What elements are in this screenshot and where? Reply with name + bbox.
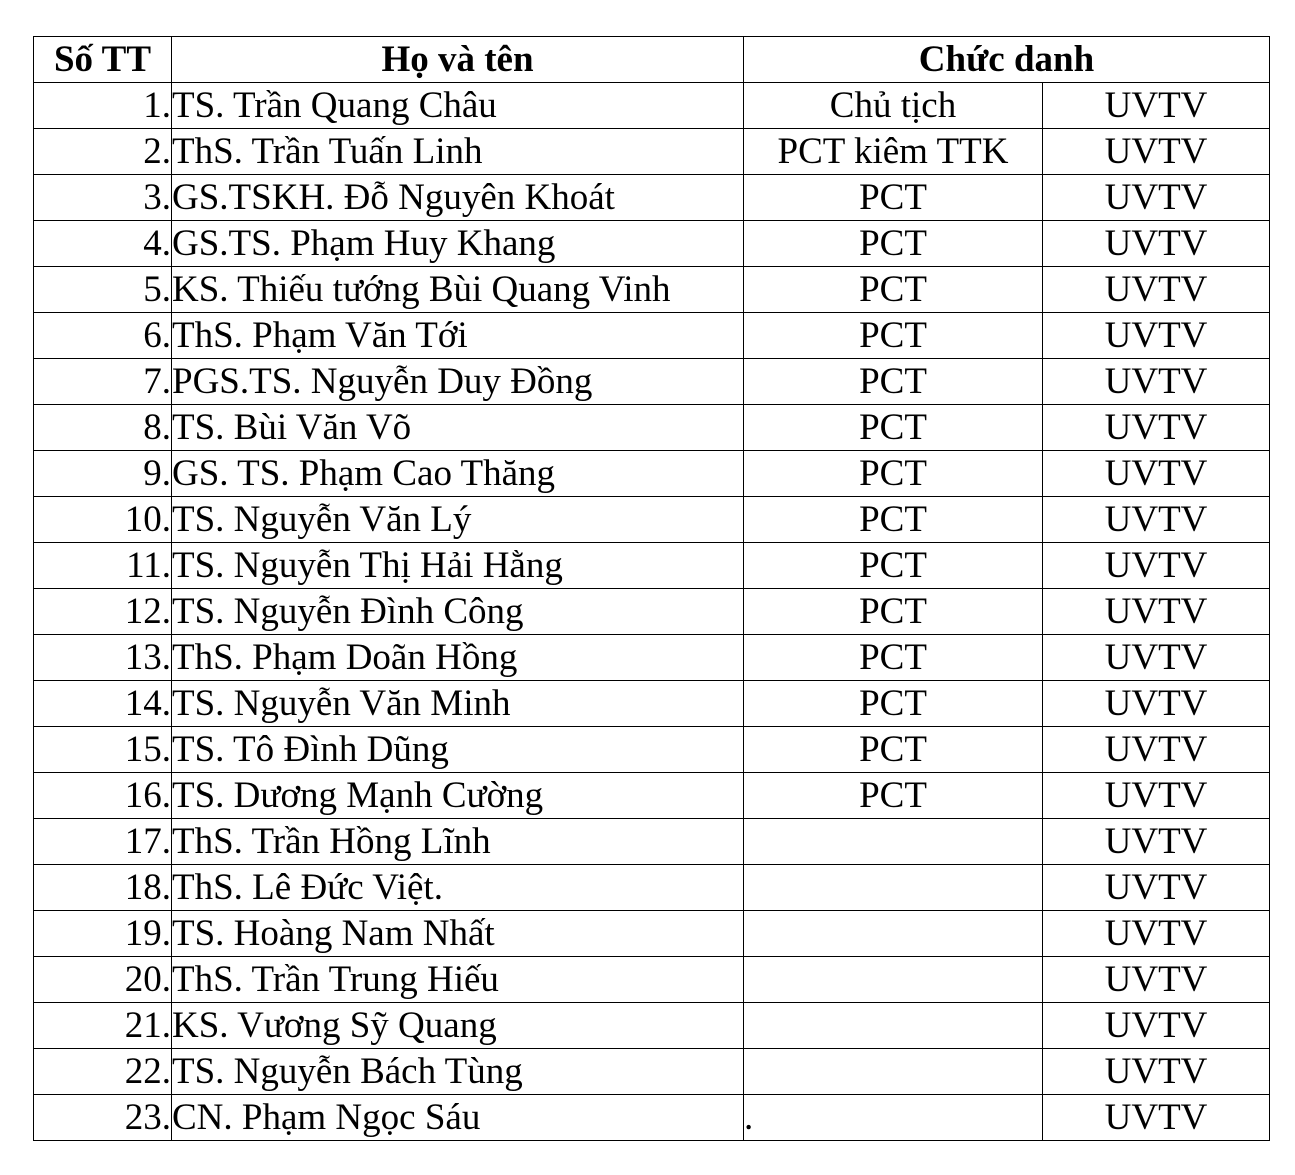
member-name: CN. Phạm Ngọc Sáu [172, 1095, 744, 1141]
member-title: UVTV [1043, 175, 1270, 221]
member-role: PCT [744, 267, 1043, 313]
member-role: Chủ tịch [744, 83, 1043, 129]
member-title: UVTV [1043, 773, 1270, 819]
members-table [33, 36, 1270, 1141]
member-name: TS. Bùi Văn Võ [172, 405, 744, 451]
member-role [744, 1003, 1043, 1049]
member-role: PCT [744, 175, 1043, 221]
row-number: 21. [34, 1003, 172, 1049]
table-row [34, 497, 1270, 543]
member-role: PCT [744, 773, 1043, 819]
member-title: UVTV [1043, 911, 1270, 957]
member-role: PCT [744, 405, 1043, 451]
table-row [34, 957, 1270, 1003]
member-name: ThS. Lê Đức Việt. [172, 865, 744, 911]
member-name: KS. Vương Sỹ Quang [172, 1003, 744, 1049]
table-row [34, 773, 1270, 819]
row-number: 11. [34, 543, 172, 589]
row-number: 9. [34, 451, 172, 497]
member-role: PCT [744, 543, 1043, 589]
row-number: 20. [34, 957, 172, 1003]
member-role [744, 911, 1043, 957]
member-name: ThS. Trần Tuấn Linh [172, 129, 744, 175]
member-name: TS. Trần Quang Châu [172, 83, 744, 129]
table-row [34, 543, 1270, 589]
member-name: ThS. Phạm Văn Tới [172, 313, 744, 359]
member-name: TS. Nguyễn Bách Tùng [172, 1049, 744, 1095]
member-title: UVTV [1043, 635, 1270, 681]
row-number: 15. [34, 727, 172, 773]
table-row [34, 589, 1270, 635]
member-role: PCT kiêm TTK [744, 129, 1043, 175]
member-role: PCT [744, 497, 1043, 543]
table-row [34, 727, 1270, 773]
table-row [34, 129, 1270, 175]
member-name: GS.TSKH. Đỗ Nguyên Khoát [172, 175, 744, 221]
row-number: 4. [34, 221, 172, 267]
member-name: PGS.TS. Nguyễn Duy Đồng [172, 359, 744, 405]
row-number: 8. [34, 405, 172, 451]
header-position: Chức danh [744, 37, 1270, 83]
member-role: . [744, 1095, 1043, 1141]
row-number: 6. [34, 313, 172, 359]
member-name: GS.TS. Phạm Huy Khang [172, 221, 744, 267]
table-row [34, 865, 1270, 911]
member-title: UVTV [1043, 543, 1270, 589]
member-title: UVTV [1043, 1049, 1270, 1095]
member-title: UVTV [1043, 267, 1270, 313]
table-row [34, 83, 1270, 129]
member-title: UVTV [1043, 589, 1270, 635]
table-row [34, 819, 1270, 865]
member-role: PCT [744, 313, 1043, 359]
table-row [34, 175, 1270, 221]
table-row [34, 221, 1270, 267]
row-number: 5. [34, 267, 172, 313]
row-number: 23. [34, 1095, 172, 1141]
table-row [34, 1049, 1270, 1095]
row-number: 10. [34, 497, 172, 543]
member-role: PCT [744, 727, 1043, 773]
member-title: UVTV [1043, 497, 1270, 543]
table-row [34, 911, 1270, 957]
member-title: UVTV [1043, 83, 1270, 129]
member-name: KS. Thiếu tướng Bùi Quang Vinh [172, 267, 744, 313]
row-number: 16. [34, 773, 172, 819]
member-name: TS. Nguyễn Văn Lý [172, 497, 744, 543]
member-role: PCT [744, 681, 1043, 727]
row-number: 14. [34, 681, 172, 727]
member-title: UVTV [1043, 819, 1270, 865]
member-title: UVTV [1043, 129, 1270, 175]
member-name: TS. Nguyễn Đình Công [172, 589, 744, 635]
member-role: PCT [744, 221, 1043, 267]
member-name: TS. Hoàng Nam Nhất [172, 911, 744, 957]
member-role: PCT [744, 589, 1043, 635]
member-title: UVTV [1043, 405, 1270, 451]
member-name: TS. Nguyễn Văn Minh [172, 681, 744, 727]
row-number: 1. [34, 83, 172, 129]
table-row [34, 451, 1270, 497]
member-role: PCT [744, 451, 1043, 497]
header-full-name: Họ và tên [172, 37, 744, 83]
member-title: UVTV [1043, 957, 1270, 1003]
row-number: 3. [34, 175, 172, 221]
row-number: 17. [34, 819, 172, 865]
header-row [34, 37, 1270, 83]
member-role [744, 819, 1043, 865]
member-name: ThS. Trần Trung Hiếu [172, 957, 744, 1003]
member-name: TS. Dương Mạnh Cường [172, 773, 744, 819]
table-row [34, 635, 1270, 681]
table-row [34, 681, 1270, 727]
row-number: 22. [34, 1049, 172, 1095]
row-number: 13. [34, 635, 172, 681]
row-number: 18. [34, 865, 172, 911]
member-title: UVTV [1043, 1095, 1270, 1141]
table-row [34, 267, 1270, 313]
member-name: GS. TS. Phạm Cao Thăng [172, 451, 744, 497]
table-row [34, 405, 1270, 451]
member-title: UVTV [1043, 313, 1270, 359]
member-title: UVTV [1043, 865, 1270, 911]
member-role: PCT [744, 359, 1043, 405]
row-number: 12. [34, 589, 172, 635]
row-number: 7. [34, 359, 172, 405]
member-role [744, 865, 1043, 911]
member-title: UVTV [1043, 359, 1270, 405]
member-name: ThS. Phạm Doãn Hồng [172, 635, 744, 681]
member-role [744, 1049, 1043, 1095]
member-title: UVTV [1043, 221, 1270, 267]
table-header [34, 37, 1270, 83]
member-title: UVTV [1043, 681, 1270, 727]
member-title: UVTV [1043, 451, 1270, 497]
table-row [34, 1095, 1270, 1141]
member-title: UVTV [1043, 727, 1270, 773]
table-row [34, 313, 1270, 359]
member-name: ThS. Trần Hồng Lĩnh [172, 819, 744, 865]
member-name: TS. Tô Đình Dũng [172, 727, 744, 773]
row-number: 2. [34, 129, 172, 175]
table-row [34, 1003, 1270, 1049]
member-role: PCT [744, 635, 1043, 681]
member-role [744, 957, 1043, 1003]
table-row [34, 359, 1270, 405]
member-name: TS. Nguyễn Thị Hải Hằng [172, 543, 744, 589]
row-number: 19. [34, 911, 172, 957]
table-body [34, 83, 1270, 1141]
header-number: Số TT [34, 37, 172, 83]
member-title: UVTV [1043, 1003, 1270, 1049]
